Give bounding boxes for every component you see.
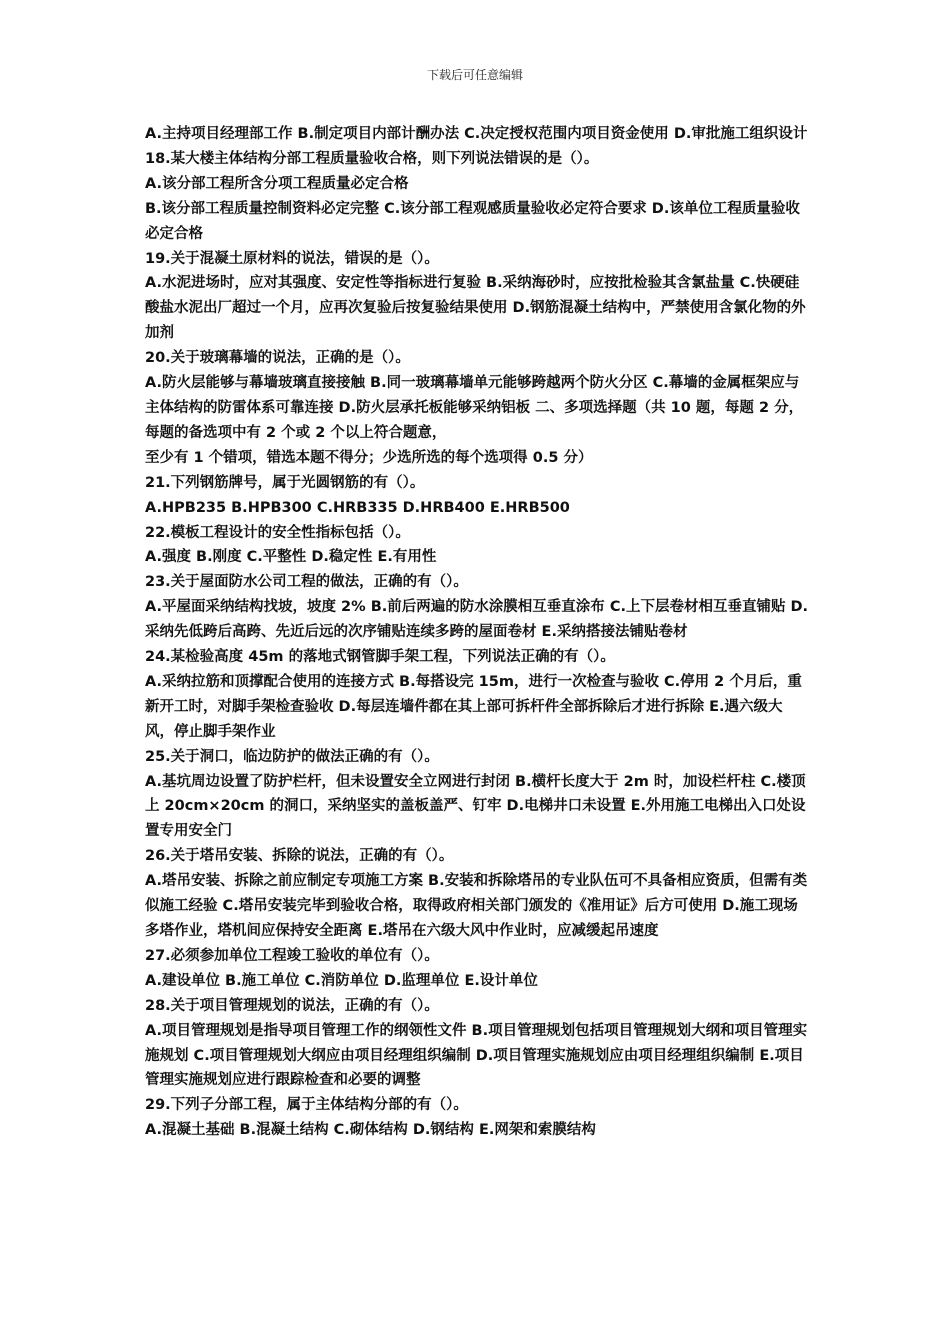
text-line: 19.关于混凝土原材料的说法，错误的是（）。: [145, 250, 439, 267]
text-line: B.该分部工程质量控制资料必定完整 C.该分部工程观感质量验收必定符合要求 D.该单位工程质量验收必定合格: [145, 200, 800, 242]
text-line: A.HPB235 B.HPB300 C.HRB335 D.HRB400 E.HRB500: [145, 499, 570, 516]
text-line: A.建设单位 B.施工单位 C.消防单位 D.监理单位 E.设计单位: [145, 972, 538, 989]
text-line: 25.关于洞口，临边防护的做法正确的有（）。: [145, 748, 439, 765]
text-line: A.平屋面采纳结构找坡，坡度 2% B.前后两遍的防水涂膜相互垂直涂布 C.上下层卷材相互垂直铺贴 D.采纳先低跨后高跨、先近后远的次序铺贴连续多跨的屋面卷材 E.采纳搭接法铺贴卷材: [145, 599, 809, 641]
text-line: 24.某检验高度 45m 的落地式钢管脚手架工程，下列说法正确的有（）。: [145, 649, 615, 666]
text-line: 至少有 1 个错项，错选本题不得分；少选所选的每个选项得 0.5 分）: [145, 449, 593, 466]
text-line: 28.关于项目管理规划的说法，正确的有（）。: [145, 997, 439, 1014]
text-line: A.混凝土基础 B.混凝土结构 C.砌体结构 D.钢结构 E.网架和索膜结构: [145, 1122, 596, 1139]
text-line: 18.某大楼主体结构分部工程质量验收合格，则下列说法错误的是（）。: [145, 150, 599, 167]
text-line: 23.关于屋面防水公司工程的做法，正确的有（）。: [145, 574, 468, 591]
document-body: [145, 122, 810, 1143]
text-line: 27.必须参加单位工程竣工验收的单位有（）。: [145, 947, 439, 964]
text-line: 21.下列钢筋牌号，属于光圆钢筋的有（）。: [145, 474, 425, 491]
text-line: A.塔吊安装、拆除之前应制定专项施工方案 B.安装和拆除塔吊的专业队伍可不具备相应资质，但需有类似施工经验 C.塔吊安装完毕到验收合格，取得政府相关部门颁发的《准用证》后方可使用 D.施工现场多塔作业，塔机间应保持安全距离 E.塔吊在六级大风中作业时，应减缓起吊速度: [145, 873, 808, 939]
text-line: A.项目管理规划是指导项目管理工作的纲领性文件 B.项目管理规划包括项目管理规划大纲和项目管理实施规划 C.项目管理规划大纲应由项目经理组织编制 D.项目管理实施规划应由项目经理组织编制 E.项目管理实施规划应进行跟踪检查和必要的调整: [145, 1022, 808, 1089]
text-line: A.强度 B.刚度 C.平整性 D.稳定性 E.有用性: [145, 549, 437, 566]
page-header: 下载后可任意编辑: [426, 68, 523, 82]
text-line: 20.关于玻璃幕墙的说法，正确的是（）。: [145, 350, 410, 367]
text-line: 29.下列子分部工程，属于主体结构分部的有（）。: [145, 1097, 468, 1114]
text-line: A.水泥进场时，应对其强度、安定性等指标进行复验 B.采纳海砂时，应按批检验其含氯盐量 C.快硬硅酸盐水泥出厂超过一个月，应再次复验后按复验结果使用 D.钢筋混凝土结构中，严禁使用含氯化物的外加剂: [145, 275, 806, 342]
text-line: 22.模板工程设计的安全性指标包括（）。: [145, 524, 410, 541]
text-line: 26.关于塔吊安装、拆除的说法，正确的有（）。: [145, 848, 454, 865]
text-line: A.基坑周边设置了防护栏杆，但未设置安全立网进行封闭 B.横杆长度大于 2m 时，加设栏杆柱 C.楼顶上 20cm×20cm 的洞口，采纳坚实的盖板盖严、钉牢 D.电梯井口未设置 E.外用施工电梯出入口处设置专用安全门: [145, 773, 806, 840]
text-line: A.采纳拉筋和顶撑配合使用的连接方式 B.每搭设完 15m，进行一次检查与验收 C.停用 2 个月后，重新开工时，对脚手架检查验收 D.每层连墙件都在其上部可拆杆件全部拆除后才进行拆除 E.遇六级大风，停止脚手架作业: [145, 673, 802, 740]
text-line: A.该分部工程所含分项工程质量必定合格: [145, 175, 409, 192]
text-line: A.防火层能够与幕墙玻璃直接接触 B.同一玻璃幕墙单元能够跨越两个防火分区 C.幕墙的金属框架应与主体结构的防雷体系可靠连接 D.防火层承托板能够采纳铝板 二、多项选择题（共 10 题，每题 2 分，每题的备选项中有 2 个或 2 个以上符合题意，: [145, 375, 804, 441]
text-line: A.主持项目经理部工作 B.制定项目内部计酬办法 C.决定授权范围内项目资金使用 D.审批施工组织设计: [145, 126, 808, 142]
